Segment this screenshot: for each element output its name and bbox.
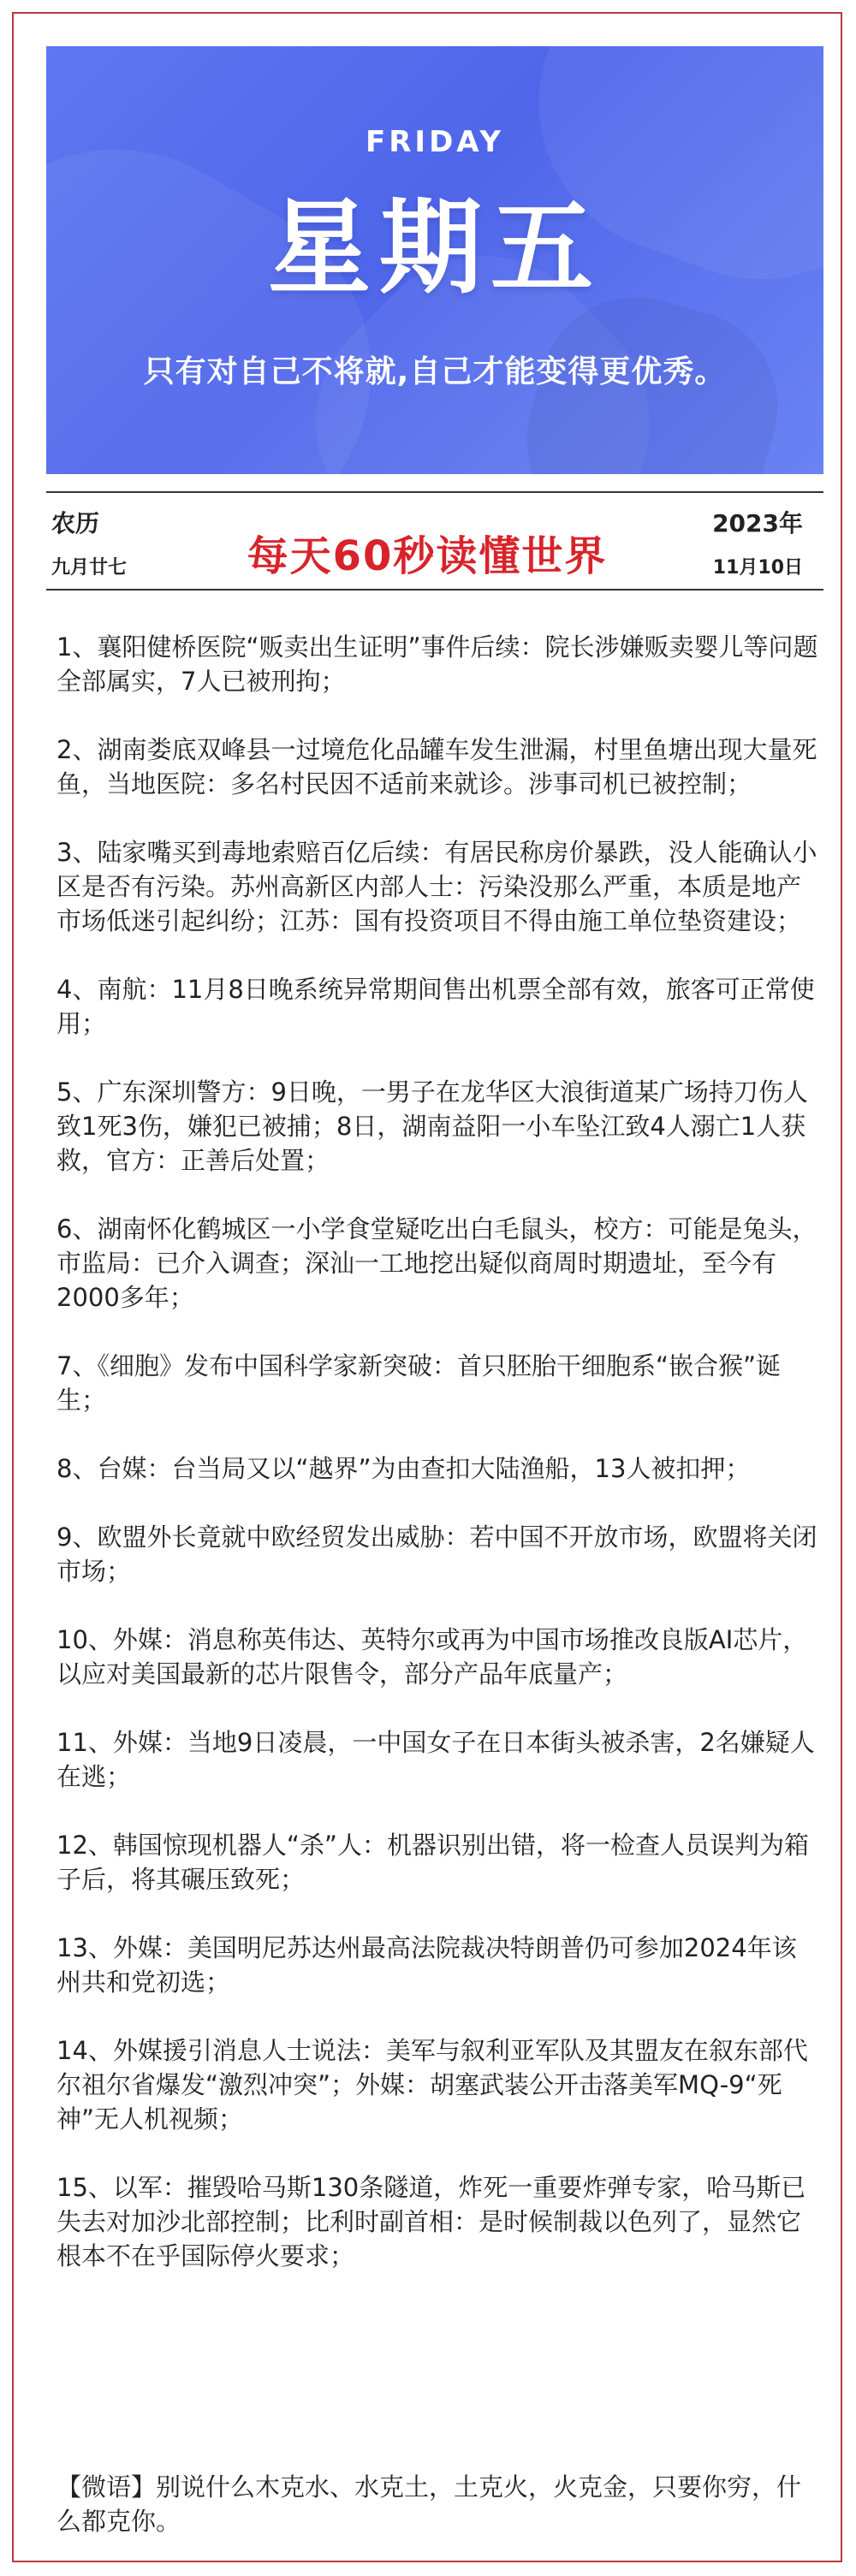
news-item: 14、外媒援引消息人士说法：美军与叙利亚军队及其盟友在叙东部代尔祖尔省爆发“激烈冲突”；外媒：胡塞武装公开击落美军MQ-9“死神”无人机视频； [56, 2036, 808, 2134]
lunar-date: 九月廿七 [51, 557, 128, 579]
header-banner [46, 46, 823, 474]
news-card [12, 12, 842, 2562]
news-item: 4、南航：11月8日晚系统异常期间售出机票全部有效，旅客可正常使用； [56, 975, 815, 1038]
news-item: 2、湖南娄底双峰县一过境危化品罐车发生泄漏，村里鱼塘出现大量死鱼，当地医院：多名村民因不适前来就诊。涉事司机已被控制； [56, 735, 817, 798]
news-item: 3、陆家嘴买到毒地索赔百亿后续：有居民称房价暴跌，没人能确认小区是否有污染。苏州高新区内部人士：污染没那么严重，本质是地产市场低迷引起纠纷；江苏：国有投资项目不得由施工单位垫资建设； [56, 838, 817, 935]
news-item: 5、广东深圳警方：9日晚，一男子在龙华区大浪街道某广场持刀伤人致1死3伤，嫌犯已被捕；8日，湖南益阳一小车坠江致4人溺亡1人获救，官方：正善后处置； [56, 1077, 808, 1175]
news-item: 1、襄阳健桥医院“贩卖出生证明”事件后续：院长涉嫌贩卖婴儿等问题全部属实，7人已被刑拘； [56, 632, 818, 696]
news-item: 11、外媒：当地9日凌晨，一中国女子在日本街头被杀害，2名嫌疑人在逃； [56, 1728, 815, 1791]
year-label: 2023年 [712, 509, 803, 537]
news-item: 6、湖南怀化鹤城区一小学食堂疑吃出白毛鼠头，校方：可能是兔头，市监局：已介入调查；深汕一工地挖出疑似商周时期遗址，至今有2000多年； [56, 1214, 817, 1312]
news-item: 8、台媒：台当局又以“越界”为由查扣大陆渔船，13人被扣押； [56, 1454, 751, 1483]
news-item: 9、欧盟外长竟就中欧经贸发出威胁：若中国不开放市场，欧盟将关闭市场； [56, 1522, 817, 1586]
news-item: 7、《细胞》发布中国科学家新突破：首只胚胎干细胞系“嵌合猴”诞生； [56, 1351, 781, 1415]
daily-quote: 【微语】别说什么木克水、水克土，土克火，火克金，只要你穷，什么都克你。 [56, 2472, 802, 2536]
news-item: 10、外媒：消息称英伟达、英特尔或再为中国市场推改良版AI芯片，以应对美国最新的芯片限售令，部分产品年底量产； [56, 1625, 808, 1689]
news-item: 13、外媒：美国明尼苏达州最高法院裁决特朗普仍可参加2024年该州共和党初选； [56, 1933, 797, 1997]
lunar-label: 农历 [51, 509, 100, 537]
news-item: 12、韩国惊现机器人“杀”人：机器识别出错，将一检查人员误判为箱子后，将其碾压致死； [56, 1831, 809, 1894]
date-label: 11月10日 [712, 557, 803, 579]
news-list [56, 630, 818, 2307]
divider-bottom [46, 589, 823, 591]
news-item: 15、以军：摧毁哈马斯130条隧道，炸死一重要炸弹专家，哈马斯已失去对加沙北部控制；比利时副首相：是时候制裁以色列了，显然它根本不在乎国际停火要求； [56, 2173, 806, 2270]
weekday-english: FRIDAY [366, 125, 504, 159]
motto: 只有对自己不将就,自己才能变得更优秀。 [143, 354, 727, 389]
weekday-chinese: 星期五 [268, 189, 602, 308]
divider-top [46, 491, 823, 493]
page-title: 每天60秒读懂世界 [247, 532, 608, 580]
